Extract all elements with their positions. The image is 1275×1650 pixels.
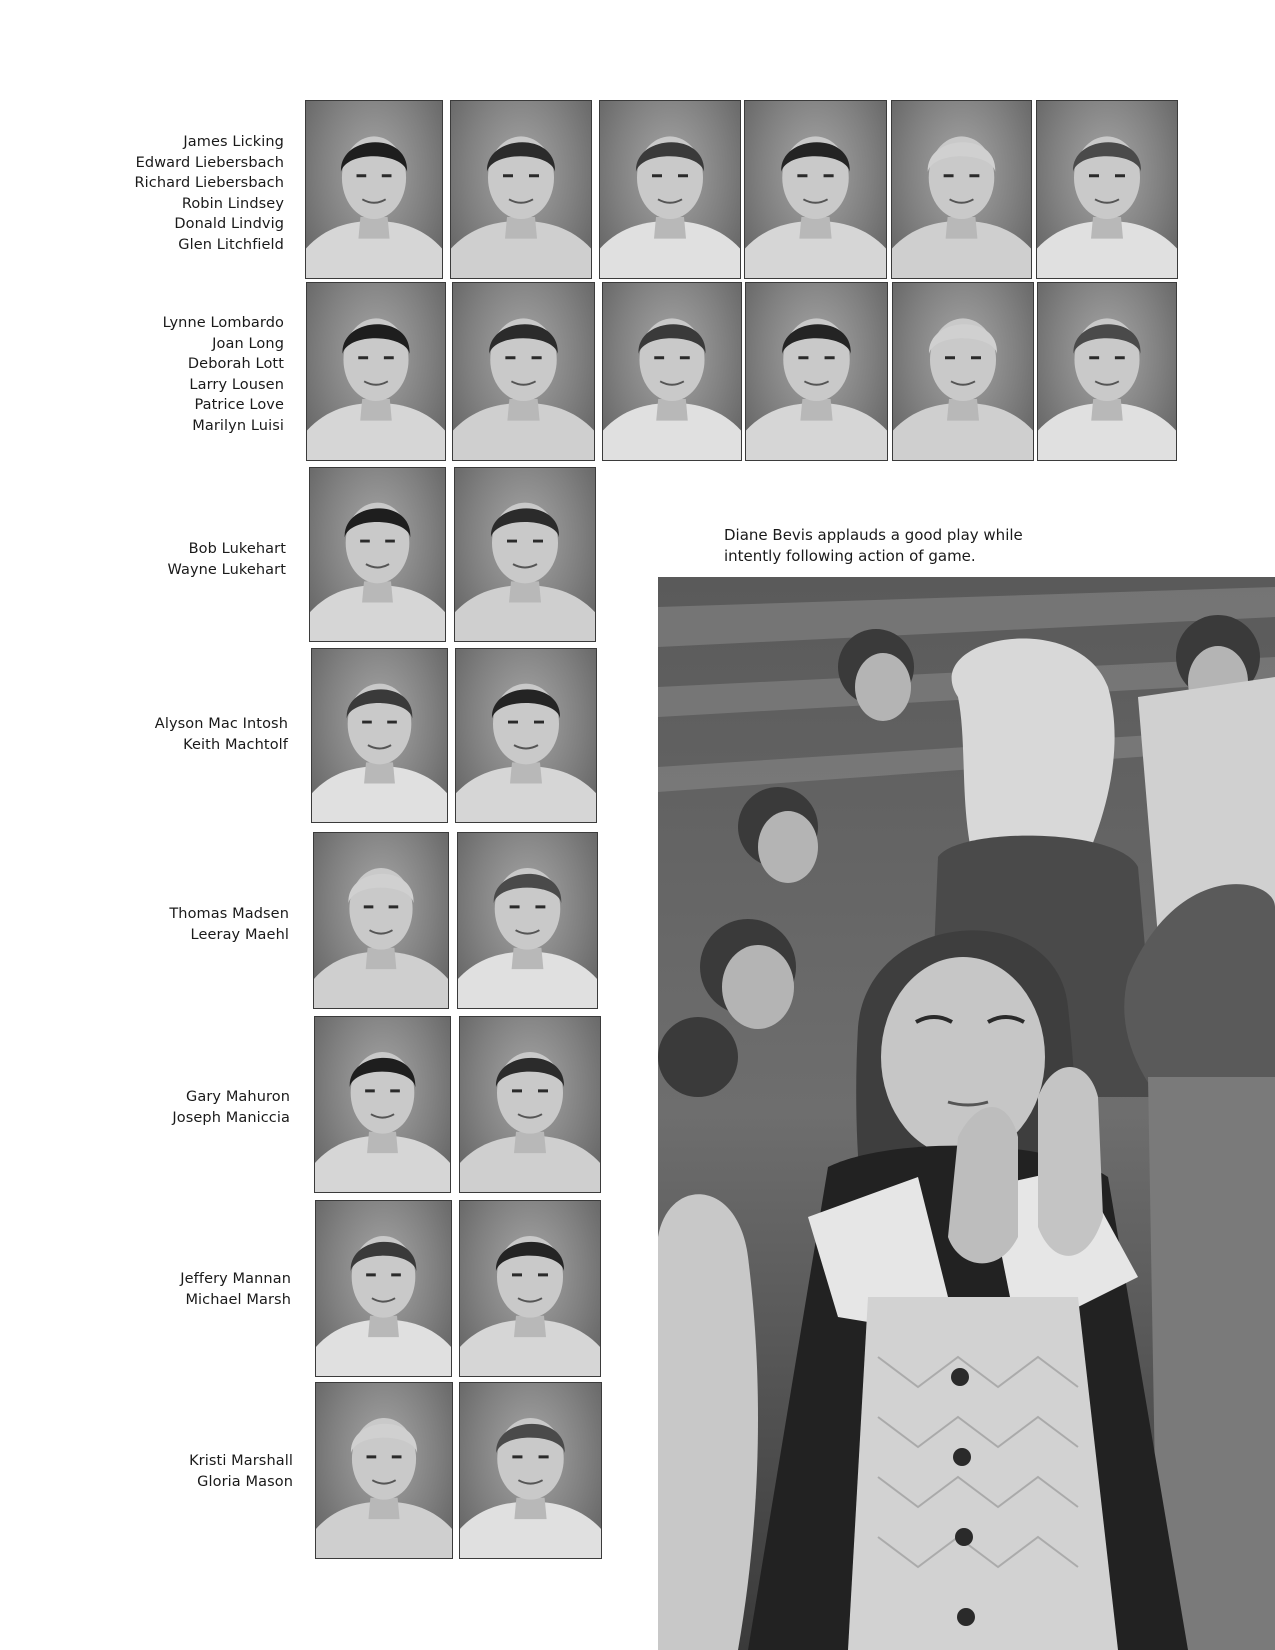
portrait-silhouette	[315, 1017, 450, 1192]
student-name: Kristi Marshall	[189, 1453, 293, 1469]
student-portrait	[458, 833, 597, 1008]
student-name: Gary Mahuron	[186, 1089, 290, 1105]
portrait-silhouette	[460, 1383, 601, 1558]
candid-crowd-photo	[658, 577, 1275, 1650]
portrait-silhouette	[460, 1017, 600, 1192]
name-list-row-2	[163, 313, 284, 436]
student-portrait	[745, 101, 886, 278]
student-portrait	[1038, 283, 1176, 460]
name-list-row-1	[135, 132, 285, 255]
student-name: Wayne Lukehart	[167, 561, 286, 578]
name-list-row-7	[180, 1269, 291, 1310]
name-list-row-5	[169, 904, 289, 945]
student-name: Alyson Mac Intosh	[154, 716, 288, 732]
student-name: Deborah Lott	[187, 356, 284, 372]
student-portrait	[314, 833, 448, 1008]
student-portrait	[603, 283, 741, 460]
portrait-silhouette	[1038, 283, 1176, 460]
student-name: Bob Lukehart	[188, 541, 286, 557]
student-name: Leeray Maehl	[190, 926, 289, 943]
student-portrait	[746, 283, 887, 460]
name-list-row-8	[189, 1451, 293, 1492]
portrait-silhouette	[458, 833, 597, 1008]
student-portrait	[600, 101, 740, 278]
portrait-silhouette	[746, 283, 887, 460]
photo-caption	[724, 525, 1064, 567]
student-portrait	[892, 101, 1031, 278]
student-name: Thomas Madsen	[169, 906, 289, 922]
portrait-silhouette	[312, 649, 447, 822]
portrait-silhouette	[893, 283, 1033, 460]
student-portrait	[310, 468, 445, 641]
student-name: Glen Litchfield	[178, 236, 284, 253]
name-list-row-6	[172, 1087, 290, 1128]
student-name: Gloria Mason	[197, 1473, 293, 1490]
portrait-silhouette	[892, 101, 1031, 278]
student-portrait	[455, 468, 595, 641]
student-name: Richard Liebersbach	[134, 175, 284, 191]
student-name: Robin Lindsey	[181, 195, 284, 212]
student-portrait	[451, 101, 591, 278]
student-name: Keith Machtolf	[183, 736, 288, 753]
student-name: Jeffery Mannan	[180, 1271, 291, 1287]
portrait-silhouette	[316, 1383, 452, 1558]
portrait-silhouette	[316, 1201, 451, 1376]
caption-line-1: Diane Bevis applauds a good play while	[724, 526, 1023, 544]
portrait-silhouette	[306, 101, 442, 278]
student-portrait	[460, 1383, 601, 1558]
portrait-silhouette	[603, 283, 741, 460]
student-name: Edward Liebersbach	[135, 154, 284, 171]
portrait-silhouette	[307, 283, 445, 460]
crowd-photo-illustration	[658, 577, 1275, 1650]
student-portrait	[315, 1017, 450, 1192]
student-name: Lynne Lombardo	[162, 315, 284, 331]
portrait-silhouette	[1037, 101, 1177, 278]
student-portrait	[307, 283, 445, 460]
student-portrait	[316, 1383, 452, 1558]
student-portrait	[306, 101, 442, 278]
caption-line-2: intently following action of game.	[724, 547, 976, 565]
student-name: James Licking	[183, 134, 284, 150]
student-portrait	[1037, 101, 1177, 278]
portrait-silhouette	[600, 101, 740, 278]
portrait-silhouette	[451, 101, 591, 278]
portrait-silhouette	[455, 468, 595, 641]
portrait-silhouette	[453, 283, 594, 460]
student-name: Patrice Love	[194, 397, 284, 413]
student-portrait	[456, 649, 596, 822]
student-name: Marilyn Luisi	[192, 417, 284, 434]
student-portrait	[460, 1017, 600, 1192]
name-list-row-3	[167, 539, 286, 580]
name-list-row-4	[155, 714, 288, 755]
student-name: Michael Marsh	[185, 1291, 291, 1308]
portrait-silhouette	[310, 468, 445, 641]
student-portrait	[893, 283, 1033, 460]
portrait-silhouette	[460, 1201, 600, 1376]
student-name: Donald Lindvig	[174, 216, 284, 232]
student-portrait	[460, 1201, 600, 1376]
student-portrait	[312, 649, 447, 822]
portrait-silhouette	[456, 649, 596, 822]
student-name: Larry Lousen	[189, 376, 284, 393]
student-name: Joseph Maniccia	[172, 1109, 290, 1126]
portrait-silhouette	[314, 833, 448, 1008]
student-name: Joan Long	[212, 335, 284, 352]
student-portrait	[453, 283, 594, 460]
portrait-silhouette	[745, 101, 886, 278]
student-portrait	[316, 1201, 451, 1376]
